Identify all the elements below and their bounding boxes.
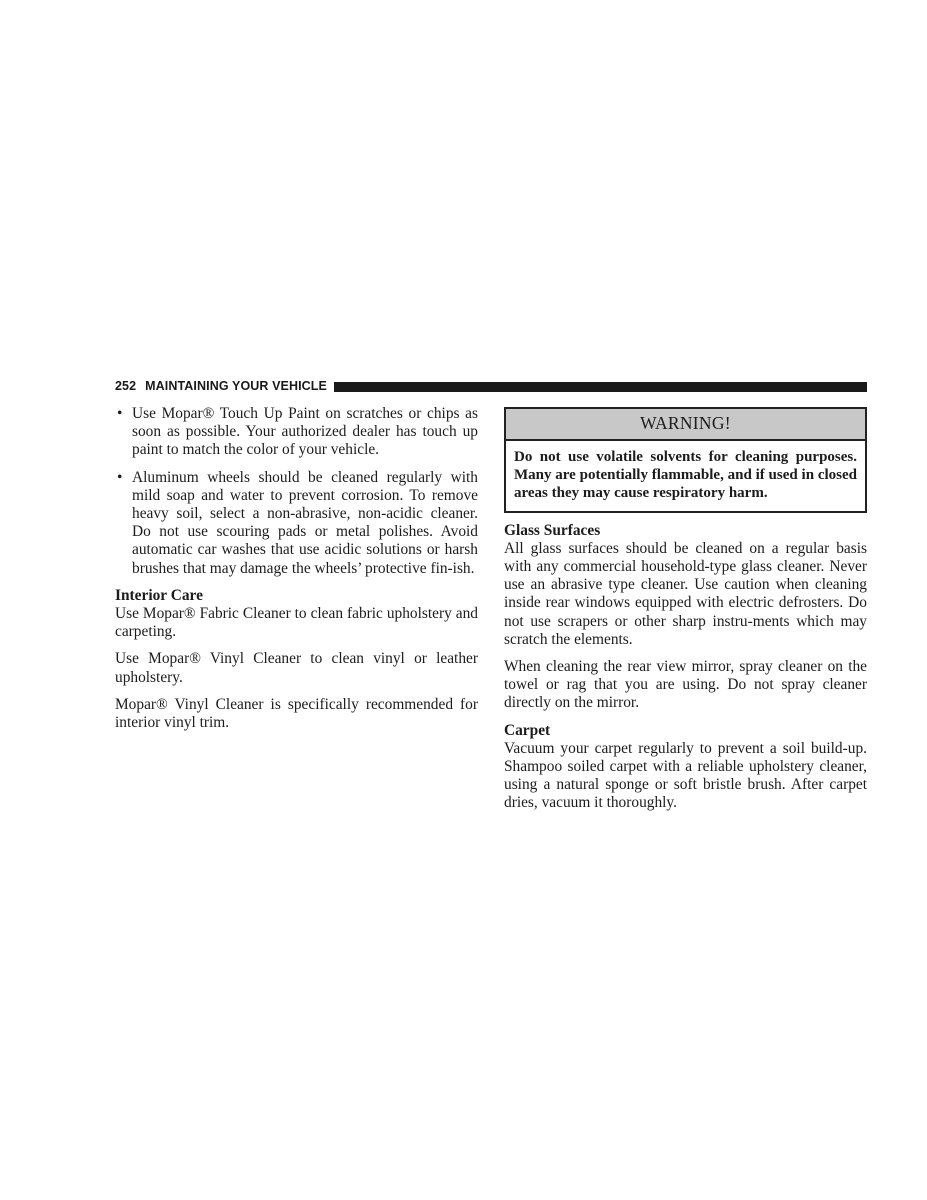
bullet-text: Aluminum wheels should be cleaned regularly with mild soap and water to prevent corrosion. To remove heavy soil, select a non-abrasive, non-acidic cleaner. Do not use scouring pads or metal polishes. Avoid automatic car washes that use acidic solutions or harsh brushes that may damage the wheels’ protective fin-ish. bbox=[132, 468, 478, 577]
bullet-icon: • bbox=[117, 405, 123, 422]
left-column bbox=[115, 405, 478, 741]
page-header bbox=[115, 378, 867, 394]
heading-carpet: Carpet bbox=[504, 721, 551, 739]
bullet-list bbox=[115, 405, 478, 578]
paragraph-carpet: Vacuum your carpet regularly to prevent a soil build-up. Shampoo soiled carpet with a reliable upholstery cleaner, using a natural sponge or soft bristle brush. After carpet dries, vacuum it thoroughly. bbox=[504, 739, 867, 812]
paragraph-rear-view-mirror: When cleaning the rear view mirror, spray cleaner on the towel or rag that you are using. Do not spray cleaner directly on the mirror. bbox=[504, 658, 867, 712]
paragraph-glass-cleaning: All glass surfaces should be cleaned on a regular basis with any commercial household-type glass cleaner. Never use an abrasive type cleaner. Use caution when cleaning inside rear windows equipped with electric defrosters. Do not use scrapers or other sharp instru-ments which may scratch the elements. bbox=[504, 539, 867, 648]
bullet-text: Use Mopar® Touch Up Paint on scratches or chips as soon as possible. Your authorized dealer has touch up paint to match the color of your vehicle. bbox=[132, 405, 478, 459]
paragraph-vinyl-trim: Mopar® Vinyl Cleaner is specifically recommended for interior vinyl trim. bbox=[115, 695, 478, 732]
bullet-icon: • bbox=[117, 468, 123, 486]
paragraph-vinyl-cleaner: Use Mopar® Vinyl Cleaner to clean vinyl or leather upholstery. bbox=[115, 650, 478, 686]
bullet-item-touch-up-paint bbox=[115, 405, 478, 460]
section-title: MAINTAINING YOUR VEHICLE bbox=[145, 379, 327, 393]
heading-glass-surfaces: Glass Surfaces bbox=[504, 521, 601, 539]
heading-interior-care: Interior Care bbox=[115, 586, 203, 604]
paragraph-fabric-cleaner: Use Mopar® Fabric Cleaner to clean fabric upholstery and carpeting. bbox=[115, 605, 478, 641]
right-column bbox=[504, 405, 867, 822]
page-number: 252 bbox=[115, 379, 137, 393]
warning-box bbox=[504, 407, 867, 513]
header-rule bbox=[334, 382, 867, 392]
warning-title: WARNING! bbox=[506, 409, 865, 441]
bullet-item-aluminum-wheels bbox=[115, 469, 478, 578]
warning-text: Do not use volatile solvents for cleaning purposes. Many are potentially flammable, and if used in closed areas they may cause respiratory harm. bbox=[514, 449, 857, 502]
